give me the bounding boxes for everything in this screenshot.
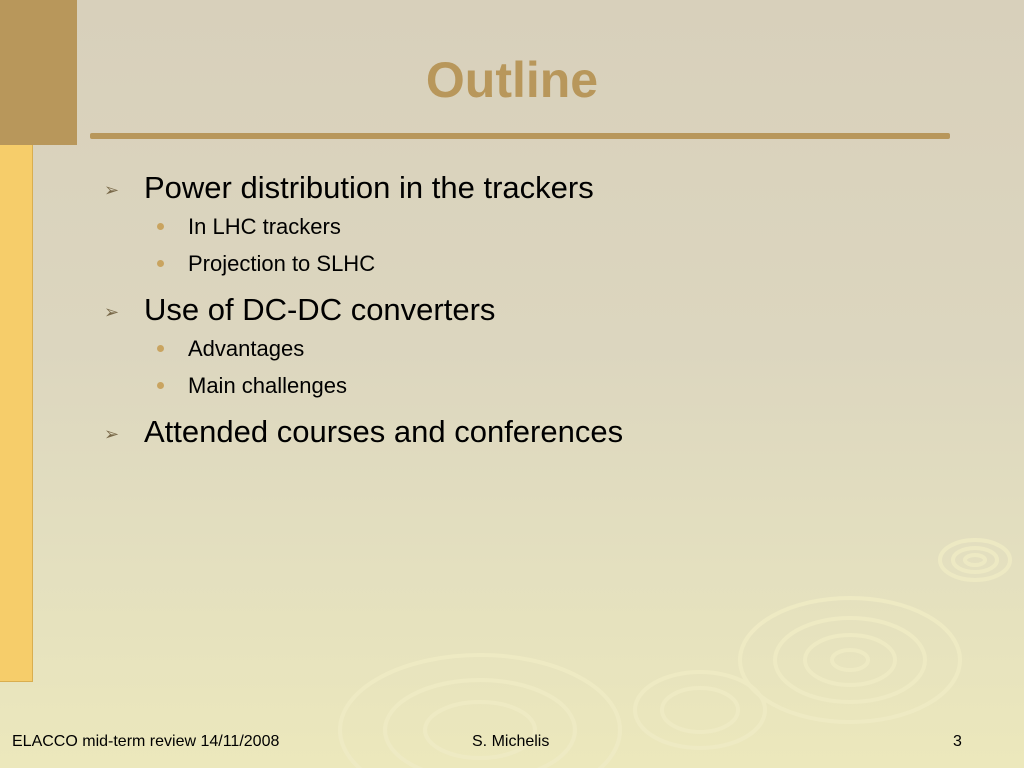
dot-icon	[157, 260, 164, 267]
title-underline	[90, 133, 950, 139]
slide-title: Outline	[425, 52, 599, 108]
bullet-item	[104, 168, 964, 208]
sub-bullet-text: Advantages	[188, 336, 305, 361]
bullet-group	[104, 168, 964, 282]
sub-bullet-item	[104, 367, 964, 404]
bullet-item	[104, 412, 964, 452]
chevron-right-icon: ➢	[104, 180, 120, 200]
bullet-group	[104, 412, 964, 452]
sub-bullet-text: Projection to SLHC	[188, 251, 376, 276]
footer-author: S. Michelis	[472, 733, 550, 750]
bullet-item	[104, 290, 964, 330]
footer-page-number: 3	[953, 733, 962, 750]
dot-icon	[157, 345, 164, 352]
footer-event: ELACCO mid-term review 14/11/2008	[12, 733, 280, 750]
dot-icon	[157, 223, 164, 230]
chevron-right-icon: ➢	[104, 302, 120, 322]
bullet-text: Attended courses and conferences	[144, 414, 624, 449]
dot-icon	[157, 382, 164, 389]
bullet-text: Use of DC-DC converters	[144, 292, 496, 327]
sub-bullet-text: In LHC trackers	[188, 214, 341, 239]
sub-bullet-item	[104, 245, 964, 282]
bullet-text: Power distribution in the trackers	[144, 170, 594, 205]
chevron-right-icon: ➢	[104, 424, 120, 444]
sub-bullet-item	[104, 208, 964, 245]
sub-bullet-text: Main challenges	[188, 373, 347, 398]
bullet-group	[104, 290, 964, 404]
sub-bullet-item	[104, 330, 964, 367]
bullet-list	[104, 168, 964, 460]
